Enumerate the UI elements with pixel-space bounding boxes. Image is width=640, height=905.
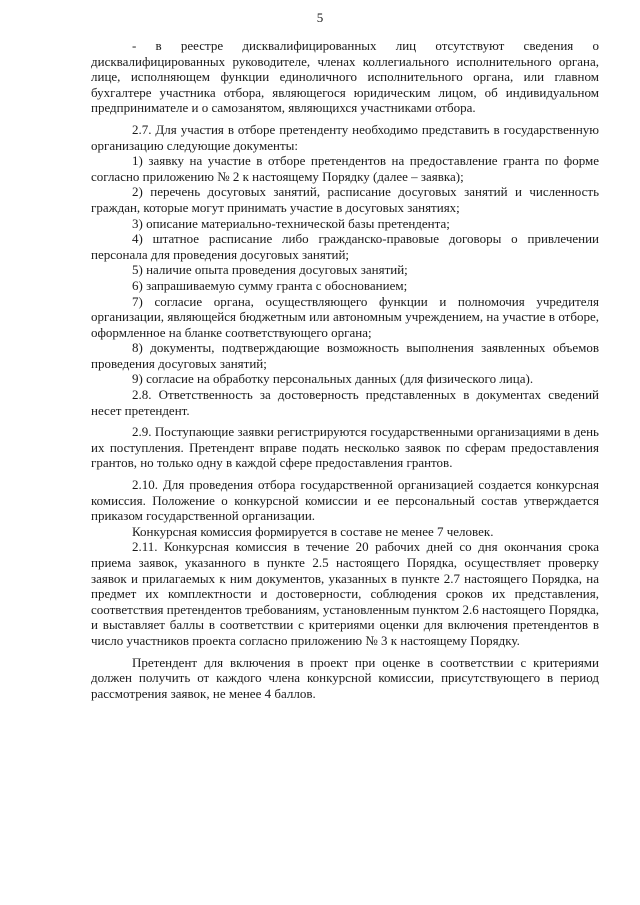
paragraph-min-score: Претендент для включения в проект при оценке в соответствии с критериями должен получить от каждого члена конкурсной комиссии, присутствующего в период рассмотрения заявок, не менее 4 баллов. — [91, 654, 599, 701]
list-item-4: 4) штатное расписание либо гражданско-правовые договоры о привлечении персонала для проведения досуговых занятий; — [91, 231, 599, 262]
list-item-6: 6) запрашиваемую сумму гранта с обоснованием; — [132, 277, 408, 293]
list-item-1: 1) заявку на участие в отборе претендентов на предоставление гранта по форме согласно приложению № 2 к настоящему Порядку (далее – заявка); — [91, 153, 599, 184]
list-item-5: 5) наличие опыта проведения досуговых занятий; — [132, 262, 408, 278]
document-body — [91, 38, 599, 701]
paragraph-2-9: 2.9. Поступающие заявки регистрируются государственными организациями в день их поступления. Претендент вправе подать несколько заявок по сферам предоставления грантов, но только одну в каждой сфере предоставления грантов. — [91, 424, 599, 471]
list-item-2: 2) перечень досуговых занятий, расписание досуговых занятий и численность граждан, которые могут принимать участие в досуговых занятиях; — [91, 184, 599, 215]
paragraph-2-10: 2.10. Для проведения отбора государственной организацией создается конкурсная комиссия. Положение о конкурсной комиссии и ее персональный состав утверждается приказом государственной организации. — [91, 477, 599, 524]
list-item-9: 9) согласие на обработку персональных данных (для физического лица). — [132, 371, 534, 387]
list-item-3: 3) описание материально-технической базы претендента; — [132, 215, 450, 231]
paragraph-2-7: 2.7. Для участия в отборе претенденту необходимо представить в государственную организацию следующие документы: — [91, 121, 599, 153]
list-item-8: 8) документы, подтверждающие возможность выполнения заявленных объемов проведения досуговых занятий; — [91, 340, 599, 371]
paragraph-disqualified-registry: - в реестре дисквалифицированных лиц отсутствуют сведения о дисквалифицированных руководителе, членах коллегиального исполнительного органа, лице, исполняющем функции единоличного исполнительного органа, или главном бухгалтере участника отбора, являющегося юридическим лицом, об индивидуальном предпринимателе и о самозанятом, являющихся участниками отбора. — [91, 38, 599, 116]
paragraph-commission-size: Конкурсная комиссия формируется в составе не менее 7 человек. — [132, 523, 494, 539]
page-number: 5 — [316, 10, 324, 25]
paragraph-2-8: 2.8. Ответственность за достоверность представленных в документах сведений несет претендент. — [91, 387, 599, 418]
paragraph-2-11: 2.11. Конкурсная комиссия в течение 20 рабочих дней со дня окончания срока приема заявок, указанного в пункте 2.5 настоящего Порядка, осуществляет проверку заявок и прилагаемых к ним документов, указанных в пункте 2.7 настоящего Порядка, на предмет их комплектности и достоверности, соблюдения сроков их представления, соответствия претендентов требованиям, установленным пунктом 2.6 настоящего Порядка, и выставляет баллы в соответствии с критериями оценки для включения претендентов в число участников проекта согласно приложению № 3 к настоящему Порядку. — [91, 539, 599, 648]
list-item-7: 7) согласие органа, осуществляющего функции и полномочия учредителя организации, являющейся бюджетным или автономным учреждением, на участие в отборе, оформленное на бланке соответствующего органа; — [91, 293, 599, 340]
